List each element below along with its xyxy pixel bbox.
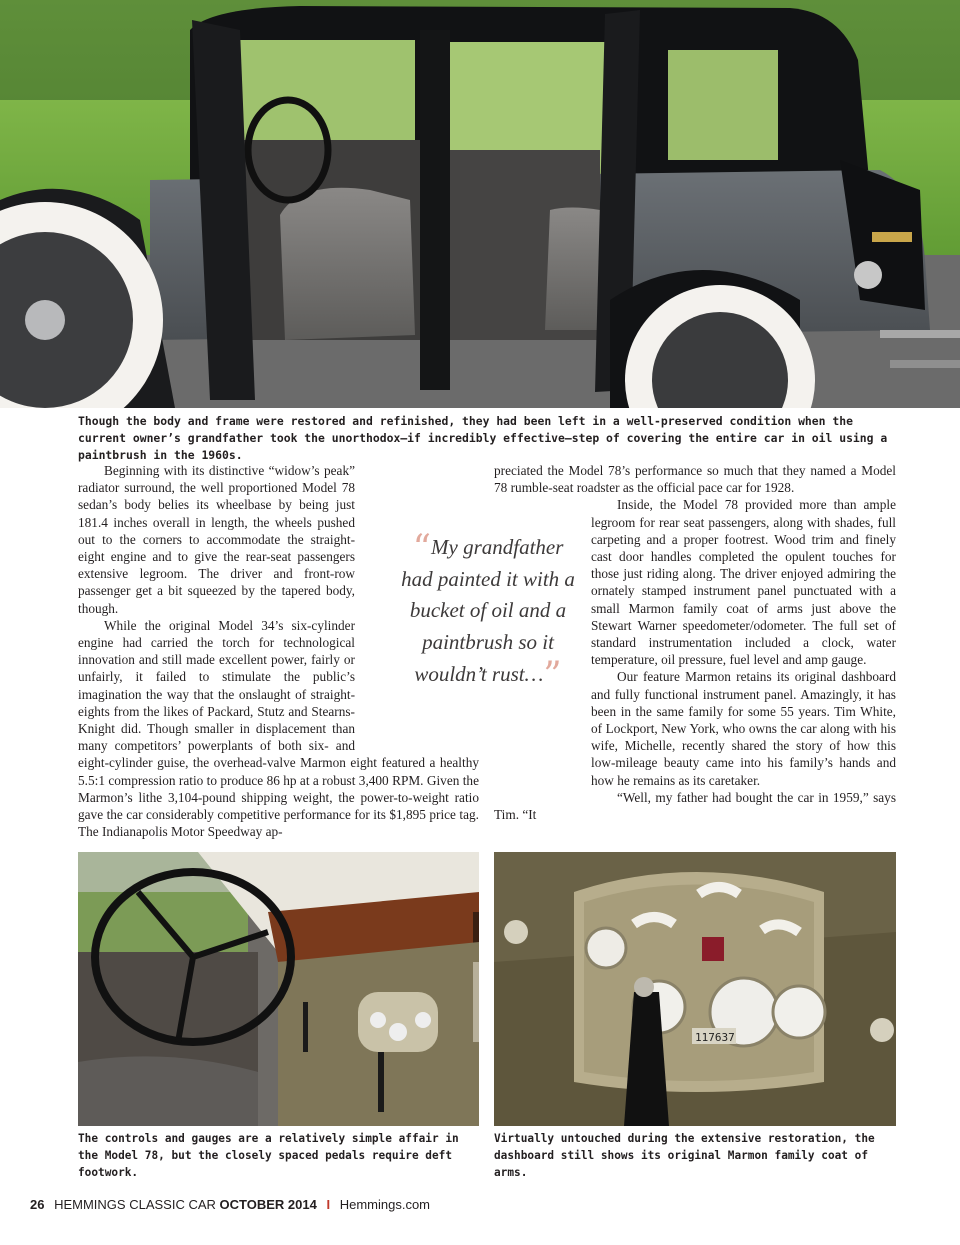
paragraph: preciated the Model 78’s performance so much that they named a Model 78 rumble-seat roadster as the official pace car for 1928.	[494, 463, 896, 496]
paragraph: Our feature Marmon retains its original dashboard and fully functional instrument panel. Amazingly, it has been in the same family for some 55 years. Tim White, of Lockport, New York, who owns the car along with his wife, Michelle, recently shared the story of how this low-mileage beauty came into his family’s hands and how he remains as its caretaker.	[591, 669, 896, 788]
photo-right-caption: Virtually untouched during the extensive restoration, the dashboard still shows its original Marmon family coat of arms.	[494, 1132, 875, 1179]
pull-quote-text: My grandfather had painted it with a bucket of oil and a paintbrush so it wouldn’t rust…	[401, 535, 575, 686]
pull-quote	[398, 528, 578, 696]
close-quote-icon: ”	[543, 654, 562, 696]
photo-instrument-panel	[494, 852, 896, 1126]
page-number: 26	[30, 1197, 45, 1212]
paragraph: While the original Model 34’s six-cylinder engine had carried the torch for technological innovation and still made excellent power, fairly or unfairly, it failed to stimulate the public’s imagination the way that the onslaught of straight-eights from the likes of Packard, Stutz and Stearns-Knight did. Though smaller in displacement than many competitors’ powerplants of both six- and eight-cylinder guise, the overhead-valve Marmon eight featured a healthy 5.5:1 compression ratio to produce 86 hp at a robust 3,400 RPM. Given the Marmon’s lithe 3,104-pound shipping weight, the power-to-weight ratio gave the car considerably competitive performance for its $1,895 price tag. The Indianapolis Motor Speedway ap-	[78, 617, 479, 840]
photo-steering-wheel-dashboard	[78, 852, 479, 1126]
footer-separator: I	[326, 1197, 331, 1212]
paragraph: Beginning with its distinctive “widow’s peak” radiator surround, the well proportioned Model 78 sedan’s body belies its wheelbase by being just 181.4 inches overall in length, the wheels pushed out to the corners to accommodate the straight-eight engine and to give the rear-seat passengers extensive legroom. The driver and front-row passenger get a bit squeezed by the tapered body, though.	[78, 463, 355, 616]
open-quote-icon: “	[412, 528, 431, 569]
website-link[interactable]: Hemmings.com	[339, 1197, 430, 1212]
hero-caption: Though the body and frame were restored and refinished, they had been left in a well-preserved condition when the current owner’s grandfather took the unorthodox—if incredibly effective—step of covering the entire car in oil using a paintbrush in the 1960s.	[78, 414, 888, 462]
photo-left-caption: The controls and gauges are a relatively simple affair in the Model 78, but the closely spaced pedals require deft footwork.	[78, 1132, 459, 1179]
issue-date: OCTOBER 2014	[219, 1197, 317, 1212]
paragraph: Inside, the Model 78 provided more than ample legroom for rear seat passengers, along with shades, full carpeting and a proper footrest. Wood trim and finely cast door handles completed the opulent touches for those just riding along. The driver enjoyed admiring the ornately stamped instrument panel punctuated with a small Marmon family coat of arms just above the Stewart Warner speedometer/odometer. The full set of standard instrumentation included a clock, water temperature, oil pressure, fuel level and amp gauge.	[591, 497, 896, 668]
hero-photo-car-side	[0, 0, 960, 408]
page-footer	[30, 1197, 430, 1212]
magazine-name: HEMMINGS CLASSIC CAR	[54, 1197, 216, 1212]
odometer-readout: 117637	[695, 1031, 735, 1044]
paragraph: “Well, my father had bought the car in 1959,” says Tim. “It	[494, 789, 896, 823]
